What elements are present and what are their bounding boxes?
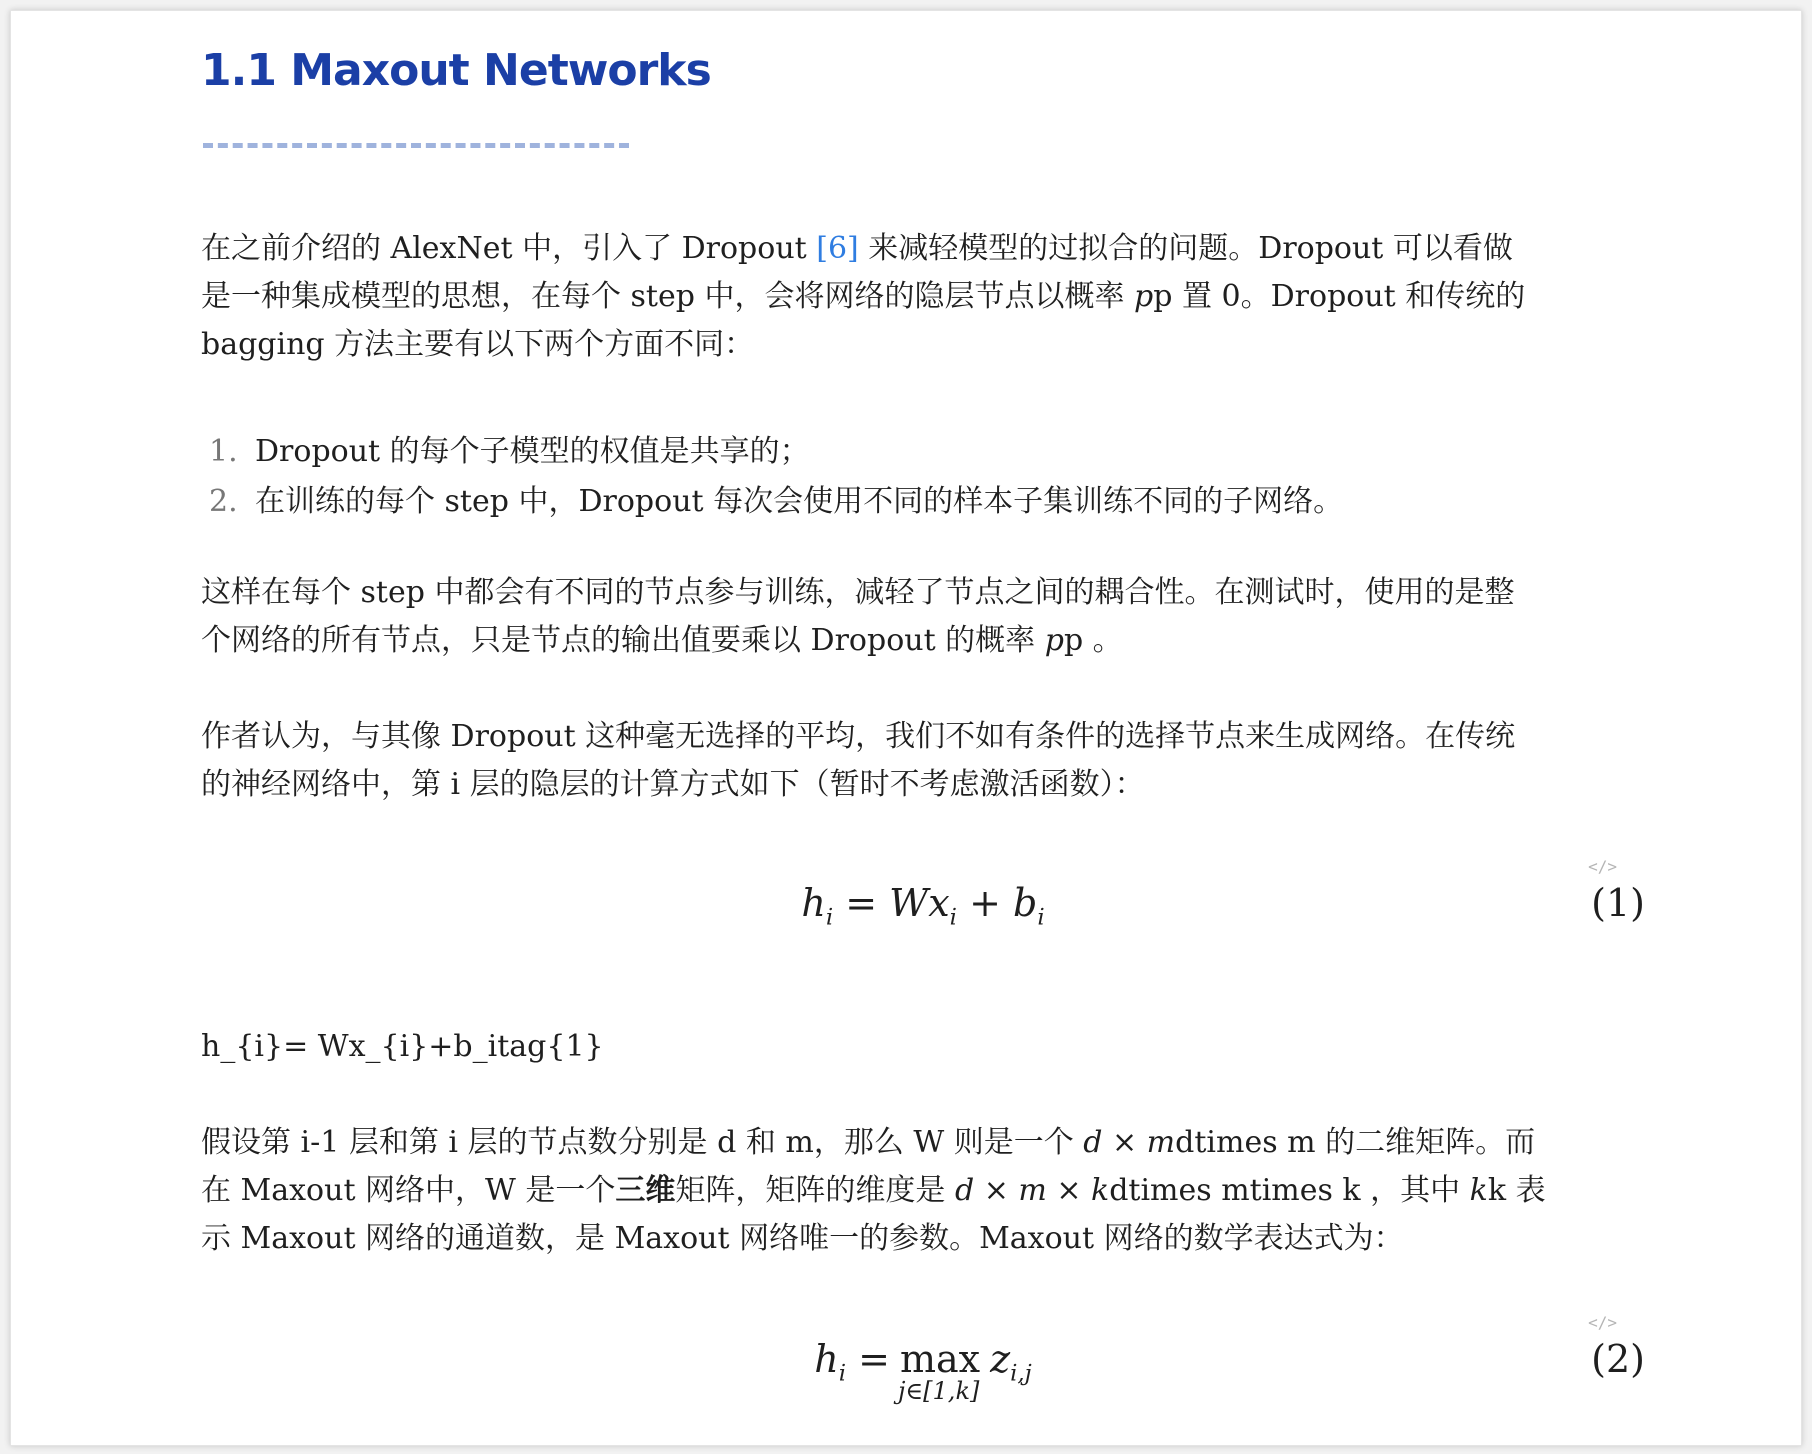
citation-link[interactable]: [6] (816, 231, 859, 266)
equation-2 (201, 1313, 1645, 1405)
para2-text-c: p 。 (1063, 623, 1123, 658)
equation-1 (201, 857, 1645, 947)
para1-text-a: 在之前介绍的 AlexNet 中，引入了 Dropout (201, 231, 817, 266)
list-item-text: Dropout 的每个子模型的权值是共享的； (255, 434, 810, 469)
raw-tex-text: h_{i}= Wx_{i}+b_itag{1} (201, 1029, 604, 1064)
code-icon[interactable]: </> (1588, 1313, 1617, 1332)
list-item-number: 2. (209, 484, 238, 519)
para4-text-d: 矩阵，矩阵的维度是 (675, 1173, 955, 1208)
paragraph-maxout (201, 1119, 1641, 1263)
math-p: p (1134, 279, 1154, 314)
heading-divider (203, 143, 629, 148)
paragraph-testing (201, 569, 1641, 665)
para1-text-e: bagging 方法主要有以下两个方面不同： (201, 327, 755, 362)
max-subscript: j∈[1,k] (897, 1377, 980, 1405)
raw-tex-line (201, 1023, 1641, 1071)
paragraph-author-view (201, 713, 1641, 809)
math-d-m-k: d × m × k (954, 1173, 1110, 1208)
para4-text-f: k 表 (1487, 1173, 1546, 1208)
list-item (201, 427, 1641, 477)
para1-text-d: p 置 0。Dropout 和传统的 (1153, 279, 1526, 314)
list-item-number: 1. (209, 434, 238, 469)
equation-1-tag: (1) (1591, 881, 1645, 925)
section-heading: 1.1 Maxout Networks (201, 45, 711, 96)
math-d-times-m: d × m (1083, 1125, 1176, 1160)
paragraph-dropout-intro (201, 225, 1641, 369)
list-item (201, 477, 1641, 527)
para3-text-b: 的神经网络中，第 i 层的隐层的计算方式如下（暂时不考虑激活函数）： (201, 767, 1145, 802)
math-p: p (1044, 623, 1064, 658)
para4-text-a: 假设第 i-1 层和第 i 层的节点数分别是 d 和 m，那么 W 则是一个 (201, 1125, 1084, 1160)
max-operator: max j∈[1,k] (897, 1337, 981, 1405)
difference-list (201, 427, 1641, 527)
para2-text-a: 这样在每个 step 中都会有不同的节点参与训练，减轻了节点之间的耦合性。在测试时，使用的是整 (201, 575, 1515, 610)
bold-text: 三维 (615, 1173, 676, 1208)
para4-text-g: 示 Maxout 网络的通道数，是 Maxout 网络唯一的参数。Maxout 网络的数学表达式为： (201, 1221, 1404, 1256)
para4-text-b: dtimes m 的二维矩阵。而 (1175, 1125, 1536, 1160)
equation-1-formula: $h_i = Wx_i + b_i$ (801, 881, 1045, 931)
equation-2-formula: $h_i = \max$ j∈[1,k] $z_{i,j}$ (814, 1337, 1032, 1405)
equation-2-tag: (2) (1591, 1337, 1645, 1381)
para2-text-b: 个网络的所有节点，只是节点的输出值要乘以 Dropout 的概率 (201, 623, 1045, 658)
para4-text-c: 在 Maxout 网络中，W 是一个 (201, 1173, 616, 1208)
document-page (10, 10, 1802, 1446)
para1-text-b: 来减轻模型的过拟合的问题。Dropout 可以看做 (858, 231, 1513, 266)
para4-text-e: dtimes mtimes k ，其中 (1109, 1173, 1470, 1208)
para3-text-a: 作者认为，与其像 Dropout 这种毫无选择的平均，我们不如有条件的选择节点来生成网络。在传统 (201, 719, 1516, 754)
para1-text-c: 是一种集成模型的思想，在每个 step 中，会将网络的隐层节点以概率 (201, 279, 1135, 314)
math-k: k (1469, 1173, 1488, 1208)
list-item-text: 在训练的每个 step 中，Dropout 每次会使用不同的样本子集训练不同的子网络。 (255, 484, 1344, 519)
code-icon[interactable]: </> (1588, 857, 1617, 876)
